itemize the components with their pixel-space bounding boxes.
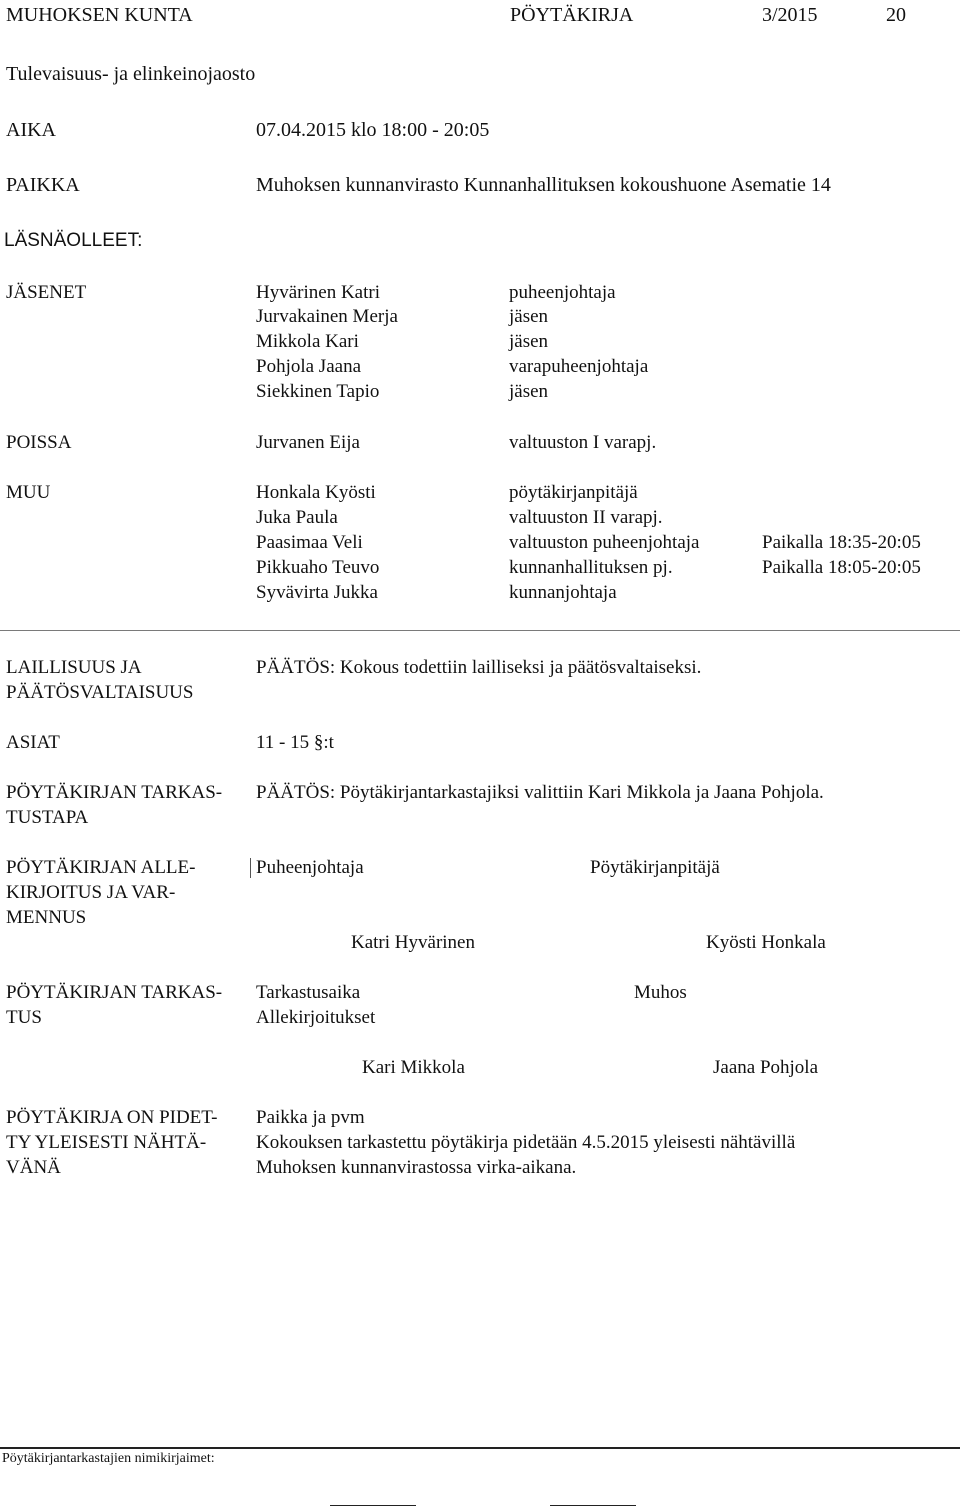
other-role: kunnanjohtaja (509, 582, 617, 603)
member-role: varapuheenjohtaja (509, 356, 649, 377)
review-time-label: Tarkastusaika (256, 982, 361, 1003)
other-name: Honkala Kyösti (256, 482, 376, 503)
secretary-title: Pöytäkirjanpitäjä (590, 857, 720, 878)
other-name: Syvävirta Jukka (256, 582, 378, 603)
review-method-label-line2: TUSTAPA (6, 807, 89, 828)
reviewer-2-name: Jaana Pohjola (713, 1057, 819, 1078)
secretary-name: Kyösti Honkala (706, 932, 826, 953)
others-label: MUU (6, 482, 51, 503)
member-name: Jurvakainen Merja (256, 306, 398, 327)
initials-line-2 (550, 1505, 636, 1506)
legality-decision: PÄÄTÖS: Kokous todettiin lailliseksi ja päätösvaltaiseksi. (256, 657, 702, 678)
time-value: 07.04.2015 klo 18:00 - 20:05 (256, 119, 490, 141)
signing-label-line2: KIRJOITUS JA VAR- (6, 882, 176, 903)
signing-label-line1: PÖYTÄKIRJAN ALLE- (6, 857, 196, 878)
chair-name: Katri Hyvärinen (351, 932, 475, 953)
items-range: 11 - 15 §:t (256, 732, 334, 753)
chair-title: Puheenjohtaja (256, 857, 364, 878)
member-role: puheenjohtaja (509, 282, 616, 303)
members-label: JÄSENET (6, 282, 87, 303)
member-name: Pohjola Jaana (256, 356, 362, 377)
document-number: 3/2015 (762, 4, 818, 26)
place-label: PAIKKA (6, 174, 80, 196)
other-note: Paikalla 18:05-20:05 (762, 557, 921, 578)
municipality-name: MUHOKSEN KUNTA (6, 4, 193, 26)
document-type: PÖYTÄKIRJA (510, 4, 634, 26)
page-number: 20 (886, 4, 906, 26)
public-display-label-line3: VÄNÄ (6, 1157, 61, 1178)
member-role: jäsen (509, 306, 549, 327)
absent-name: Jurvanen Eija (256, 432, 360, 453)
review-label-line2: TUS (6, 1007, 42, 1028)
footer-initials-label: Pöytäkirjantarkastajien nimikirjaimet: (2, 1451, 215, 1466)
committee-name: Tulevaisuus- ja elinkeinojaosto (6, 63, 256, 85)
other-name: Pikkuaho Teuvo (256, 557, 380, 578)
reviewer-1-name: Kari Mikkola (362, 1057, 465, 1078)
initials-line-1 (330, 1505, 416, 1506)
public-display-notice: Kokouksen tarkastettu pöytäkirja pidetään 4.5.2015 yleisesti nähtävillä (256, 1132, 796, 1153)
section-divider (0, 630, 960, 631)
public-display-location: Muhoksen kunnanvirastossa virka-aikana. (256, 1157, 577, 1178)
other-note: Paikalla 18:35-20:05 (762, 532, 921, 553)
member-name: Hyvärinen Katri (256, 282, 380, 303)
items-label: ASIAT (6, 732, 60, 753)
member-role: jäsen (509, 331, 549, 352)
review-place: Muhos (634, 982, 687, 1003)
public-display-label-line2: TY YLEISESTI NÄHTÄ- (6, 1132, 207, 1153)
review-method-label-line1: PÖYTÄKIRJAN TARKAS- (6, 782, 223, 803)
member-name: Siekkinen Tapio (256, 381, 380, 402)
time-label: AIKA (6, 119, 56, 141)
other-role: kunnanhallituksen pj. (509, 557, 673, 578)
signing-margin-marker (250, 858, 251, 878)
member-name: Mikkola Kari (256, 331, 359, 352)
present-label: LÄSNÄOLLEET: (4, 230, 143, 251)
other-name: Paasimaa Veli (256, 532, 363, 553)
absent-role: valtuuston I varapj. (509, 432, 657, 453)
absent-label: POISSA (6, 432, 72, 453)
other-role: valtuuston II varapj. (509, 507, 663, 528)
member-role: jäsen (509, 381, 549, 402)
public-display-label-line1: PÖYTÄKIRJA ON PIDET- (6, 1107, 218, 1128)
review-method-decision: PÄÄTÖS: Pöytäkirjantarkastajiksi valittiin Kari Mikkola ja Jaana Pohjola. (256, 782, 824, 803)
place-value: Muhoksen kunnanvirasto Kunnanhallituksen kokoushuone Asematie 14 (256, 174, 831, 196)
review-label-line1: PÖYTÄKIRJAN TARKAS- (6, 982, 223, 1003)
review-signatures-label: Allekirjoitukset (256, 1007, 376, 1028)
signing-label-line3: MENNUS (6, 907, 87, 928)
other-name: Juka Paula (256, 507, 338, 528)
other-role: valtuuston puheenjohtaja (509, 532, 700, 553)
legality-label-line1: LAILLISUUS JA (6, 657, 142, 678)
other-role: pöytäkirjanpitäjä (509, 482, 638, 503)
footer-divider (0, 1447, 960, 1449)
legality-label-line2: PÄÄTÖSVALTAISUUS (6, 682, 194, 703)
public-display-place-date: Paikka ja pvm (256, 1107, 365, 1128)
